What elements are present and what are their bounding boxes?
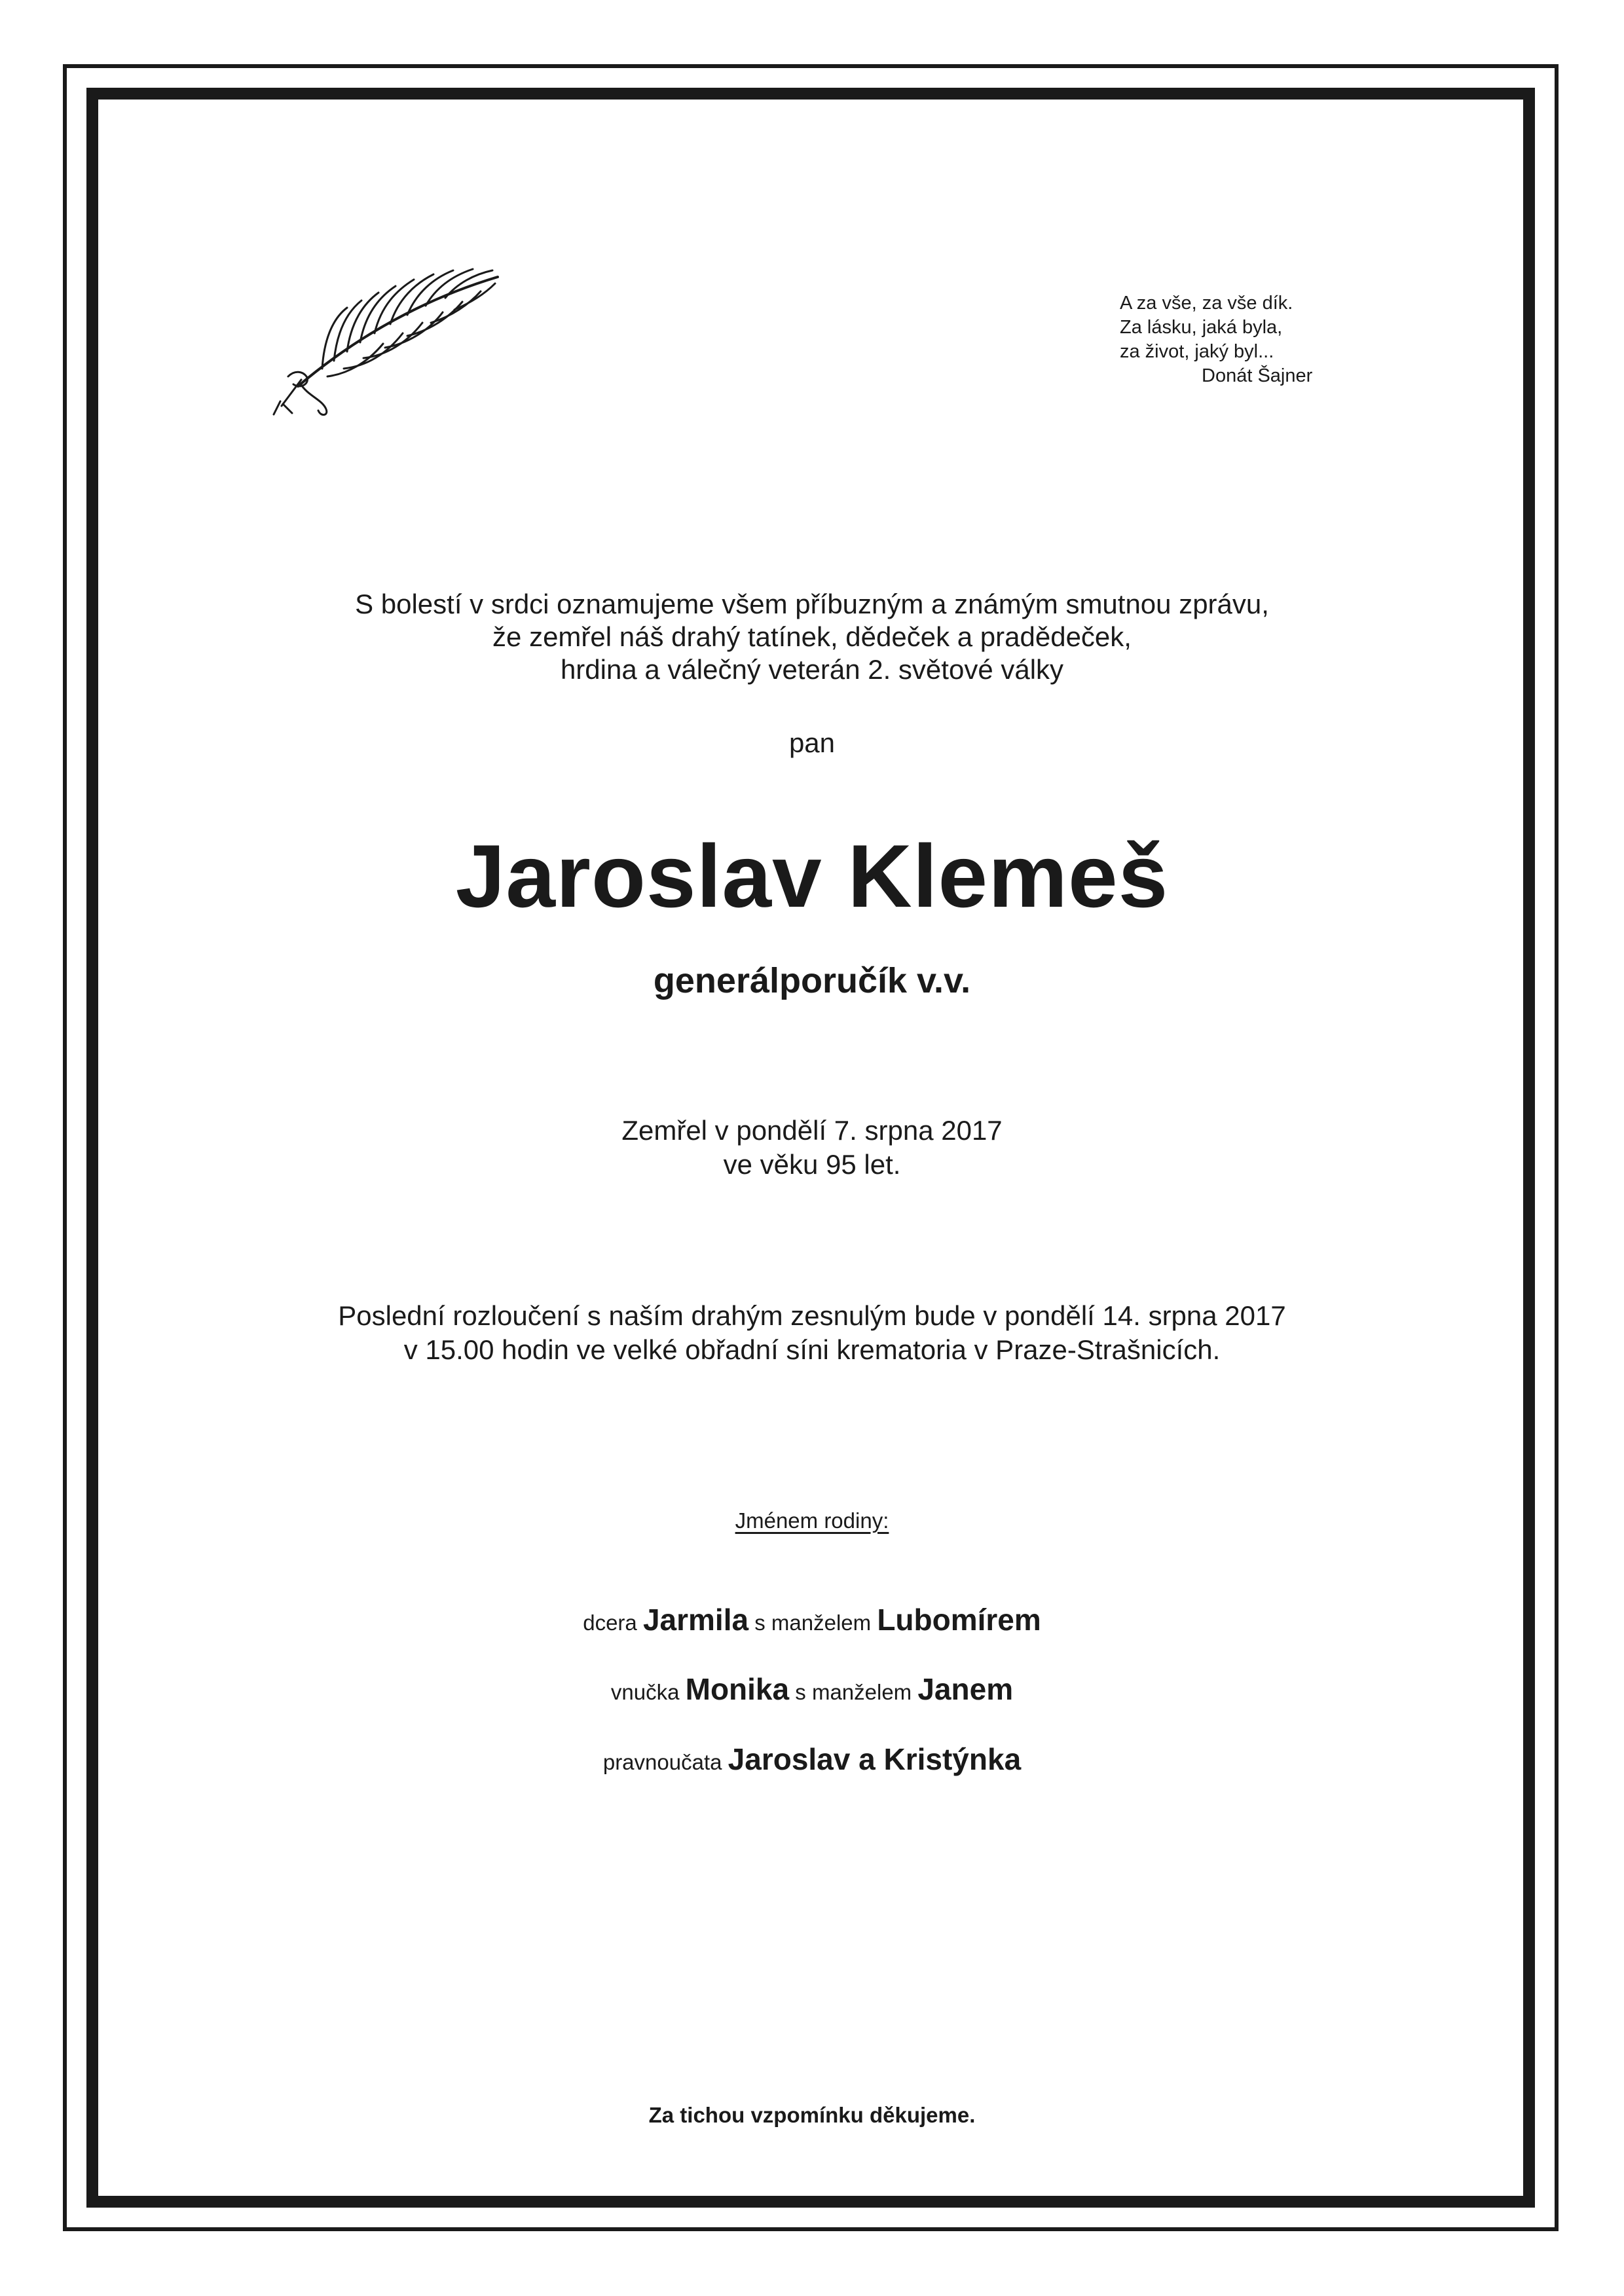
death-details xyxy=(0,1114,1624,1182)
quote-line: A za vše, za vše dík. xyxy=(1120,293,1293,314)
quote-author: Donát Šajner xyxy=(1202,365,1313,386)
closing-thanks: Za tichou vzpomínku děkujeme. xyxy=(648,2103,976,2127)
palm-branch-icon xyxy=(262,246,511,416)
relation-label: pravnoučata xyxy=(602,1750,722,1774)
funeral-line: v 15.00 hodin ve velké obřadní síni krematoria v Praze-Strašnicích. xyxy=(403,1334,1221,1365)
death-date: Zemřel v pondělí 7. srpna 2017 xyxy=(621,1115,1003,1146)
family-member-name: Monika xyxy=(685,1672,790,1706)
family-member-name: Jarmila xyxy=(642,1603,749,1637)
quote-line: za život, jaký byl... xyxy=(1120,341,1274,362)
epigraph-quote xyxy=(1120,291,1382,388)
family-row xyxy=(0,1669,1624,1712)
family-member-name: Lubomírem xyxy=(877,1603,1041,1637)
deceased-rank: generálporučík v.v. xyxy=(653,961,971,1000)
announcement-intro xyxy=(0,588,1624,686)
family-heading: Jménem rodiny: xyxy=(735,1508,889,1533)
intro-line: hrdina a válečný veterán 2. světové války xyxy=(560,654,1064,685)
death-age: ve věku 95 let. xyxy=(723,1149,901,1180)
funeral-line: Poslední rozloučení s naším drahým zesnulým bude v pondělí 14. srpna 2017 xyxy=(338,1300,1286,1331)
relation-connector: s manželem xyxy=(795,1680,912,1704)
funeral-details xyxy=(0,1299,1624,1367)
deceased-name: Jaroslav Klemeš xyxy=(455,826,1169,926)
relation-label: dcera xyxy=(583,1611,637,1635)
family-row xyxy=(0,1600,1624,1643)
family-member-name: Jaroslav a Kristýnka xyxy=(728,1742,1022,1776)
relation-label: vnučka xyxy=(610,1680,680,1704)
family-member-name: Janem xyxy=(917,1672,1014,1706)
relation-connector: s manželem xyxy=(754,1611,872,1635)
quote-line: Za lásku, jaká byla, xyxy=(1120,317,1283,338)
salutation: pan xyxy=(788,727,836,758)
family-row xyxy=(0,1740,1624,1782)
intro-line: že zemřel náš drahý tatínek, dědeček a pradědeček, xyxy=(492,621,1132,652)
intro-line: S bolestí v srdci oznamujeme všem příbuzným a známým smutnou zprávu, xyxy=(355,589,1269,619)
